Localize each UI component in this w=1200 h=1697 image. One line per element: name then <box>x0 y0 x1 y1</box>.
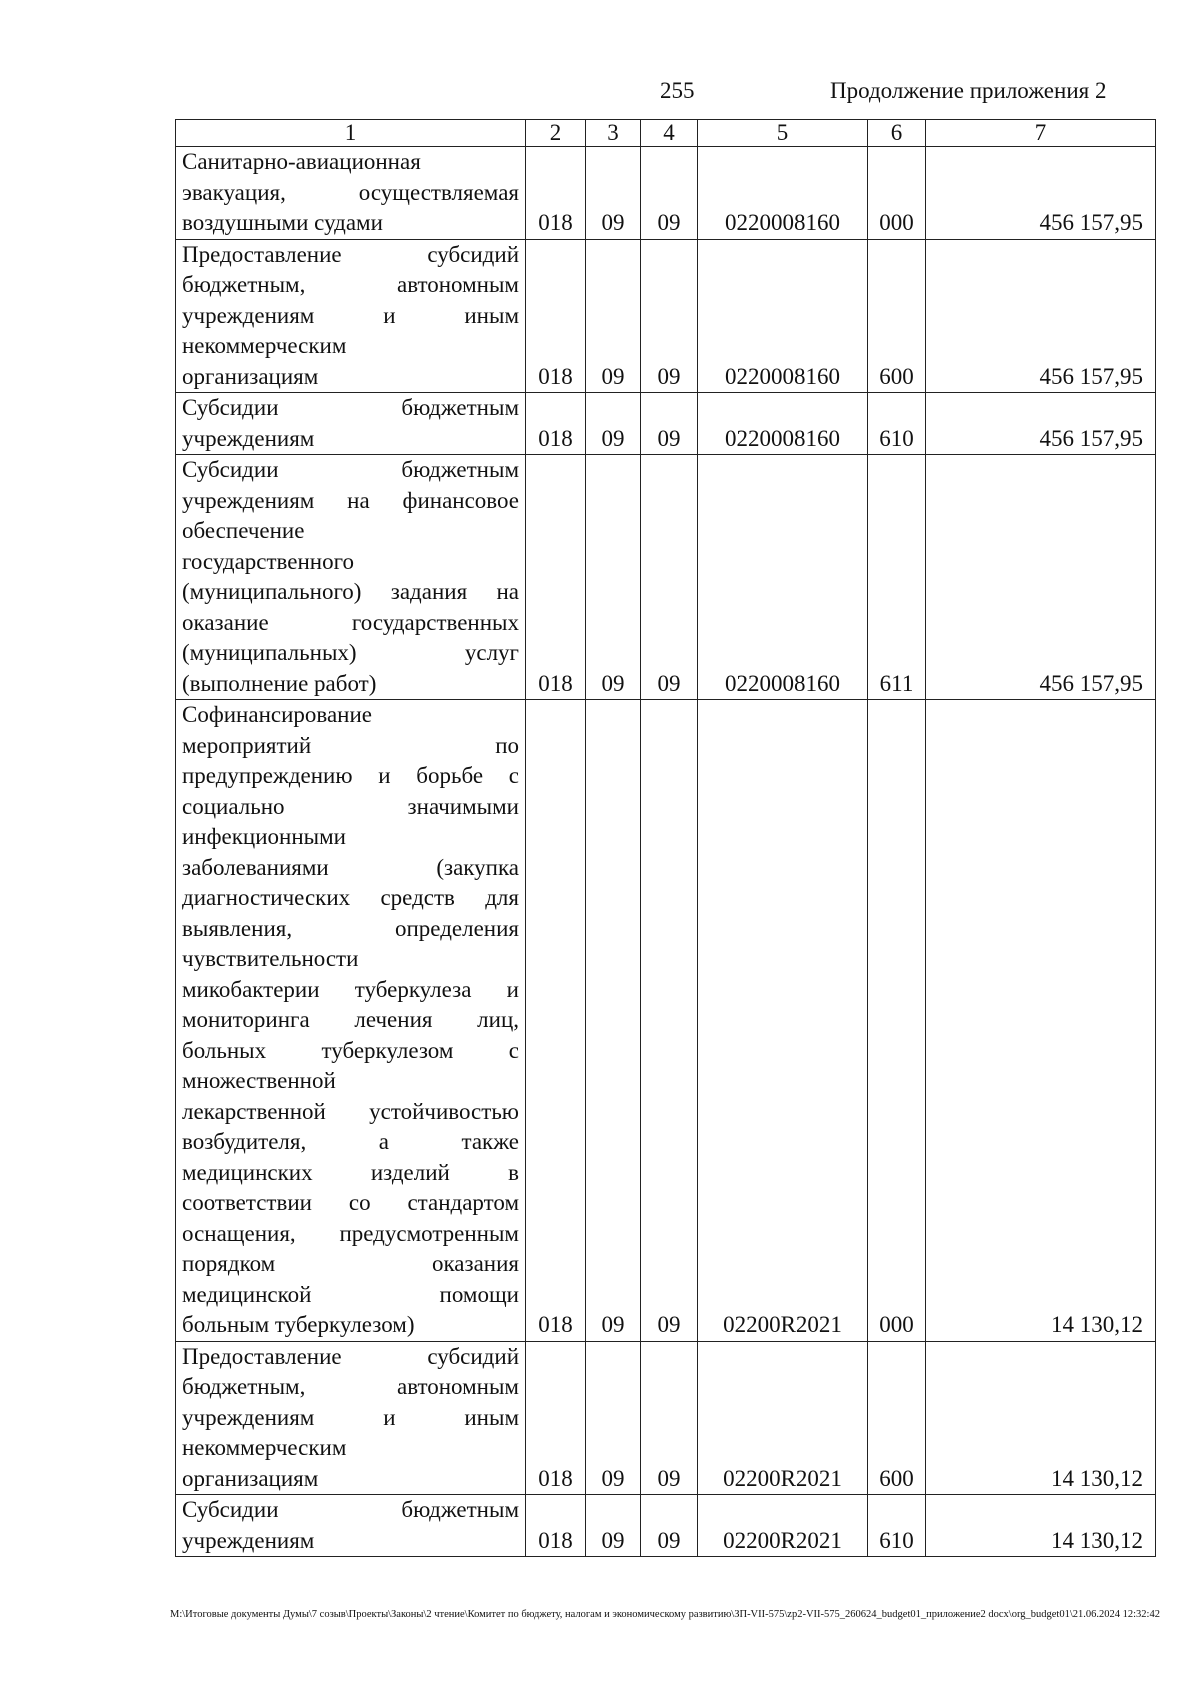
description-line: инфекционными <box>182 824 346 849</box>
table-row <box>176 700 1156 1342</box>
description-line: заболеваниями (закупка <box>182 854 519 880</box>
description-line: социально значимыми <box>182 793 519 819</box>
description-line: (муниципального) задания на <box>182 579 519 604</box>
table-row <box>176 393 1156 455</box>
description-line: соответствии со стандартом <box>182 1190 519 1215</box>
description-line: некоммерческим <box>182 333 347 358</box>
target-article-code: 0220008160 <box>698 147 868 240</box>
page-number: 255 <box>660 78 695 103</box>
ministry-code: 018 <box>526 700 586 1342</box>
subsection-code: 09 <box>641 147 698 240</box>
table-row <box>176 147 1156 240</box>
continuation-title: Продолжение приложения 2 <box>830 78 1107 103</box>
description-line: мероприятий по <box>182 732 519 758</box>
description-line: учреждениям и иным <box>182 302 519 328</box>
ministry-code: 018 <box>526 455 586 700</box>
amount: 456 157,95 <box>926 147 1156 240</box>
section-code: 09 <box>586 393 641 455</box>
description-line: возбудителя, а также <box>182 1129 519 1154</box>
column-header: 6 <box>868 120 926 147</box>
expense-type-code: 600 <box>868 1341 926 1495</box>
column-header: 1 <box>176 120 526 147</box>
description-line: медицинской помощи <box>182 1281 519 1307</box>
description-line: чувствительности <box>182 946 359 971</box>
ministry-code: 018 <box>526 1495 586 1557</box>
description-line: воздушными судами <box>182 210 383 235</box>
target-article-code: 02200R2021 <box>698 1341 868 1495</box>
description-line: мониторинга лечения лиц, <box>182 1007 519 1032</box>
table-row <box>176 455 1156 700</box>
amount: 14 130,12 <box>926 700 1156 1342</box>
description-line: Предоставление субсидий <box>182 1343 519 1369</box>
target-article-code: 0220008160 <box>698 239 868 393</box>
description-line: учреждениям <box>182 1527 315 1553</box>
ministry-code: 018 <box>526 239 586 393</box>
description-line: бюджетным, автономным <box>182 1374 519 1399</box>
description-line: предупреждению и борьбе с <box>182 763 519 788</box>
expense-type-code: 611 <box>868 455 926 700</box>
column-header: 5 <box>698 120 868 147</box>
target-article-code: 02200R2021 <box>698 700 868 1342</box>
target-article-code: 02200R2021 <box>698 1495 868 1557</box>
section-code: 09 <box>586 1495 641 1557</box>
expense-type-code: 610 <box>868 1495 926 1557</box>
description-line: больных туберкулезом с <box>182 1037 519 1063</box>
description-line: учреждениям и иным <box>182 1404 519 1430</box>
column-header: 2 <box>526 120 586 147</box>
amount: 456 157,95 <box>926 455 1156 700</box>
table-header-row <box>176 120 1156 147</box>
description-line: порядком оказания <box>182 1251 519 1276</box>
amount: 456 157,95 <box>926 393 1156 455</box>
description-line: лекарственной устойчивостью <box>182 1098 519 1124</box>
description-line: Субсидии бюджетным <box>182 395 519 420</box>
table-row <box>176 1341 1156 1495</box>
target-article-code: 0220008160 <box>698 455 868 700</box>
description-line: Предоставление субсидий <box>182 241 519 267</box>
description-line: организациям <box>182 1465 319 1491</box>
subsection-code: 09 <box>641 455 698 700</box>
description-line: некоммерческим <box>182 1435 347 1460</box>
section-code: 09 <box>586 147 641 240</box>
description-line: больным туберкулезом) <box>182 1312 415 1337</box>
subsection-code: 09 <box>641 1341 698 1495</box>
row-description <box>176 1495 526 1557</box>
section-code: 09 <box>586 700 641 1342</box>
table-row <box>176 239 1156 393</box>
row-description <box>176 1341 526 1495</box>
column-header: 4 <box>641 120 698 147</box>
description-line: диагностических средств для <box>182 885 519 910</box>
amount: 456 157,95 <box>926 239 1156 393</box>
section-code: 09 <box>586 455 641 700</box>
ministry-code: 018 <box>526 147 586 240</box>
row-description <box>176 455 526 700</box>
description-line: оказание государственных <box>182 609 519 635</box>
description-line: организациям <box>182 363 319 389</box>
expense-type-code: 000 <box>868 147 926 240</box>
amount: 14 130,12 <box>926 1495 1156 1557</box>
ministry-code: 018 <box>526 393 586 455</box>
row-description <box>176 147 526 240</box>
row-description <box>176 700 526 1342</box>
description-line: обеспечение <box>182 518 305 543</box>
description-line: оснащения, предусмотренным <box>182 1220 519 1246</box>
description-line: бюджетным, автономным <box>182 272 519 297</box>
description-line: (муниципальных) услуг <box>182 640 519 665</box>
amount: 14 130,12 <box>926 1341 1156 1495</box>
column-header: 3 <box>586 120 641 147</box>
description-line: учреждениям на финансовое <box>182 487 519 513</box>
description-line: медицинских изделий в <box>182 1159 519 1185</box>
description-line: Софинансирование <box>182 702 372 727</box>
section-code: 09 <box>586 239 641 393</box>
expense-type-code: 000 <box>868 700 926 1342</box>
description-line: государственного <box>182 548 354 574</box>
description-line: Субсидии бюджетным <box>182 457 519 482</box>
expense-type-code: 610 <box>868 393 926 455</box>
description-line: выявления, определения <box>182 915 519 941</box>
section-code: 09 <box>586 1341 641 1495</box>
target-article-code: 0220008160 <box>698 393 868 455</box>
file-path-footer: M:\Итоговые документы Думы\7 созыв\Проекты\Законы\2 чтение\Комитет по бюджету, налогам и экономическому развитию\ЗП-VII-575\zp2-VII-575_260624_budget01_приложение2 docx\org_budget01\21.06.2024 12:32:42 <box>170 1609 1160 1620</box>
subsection-code: 09 <box>641 393 698 455</box>
column-header: 7 <box>926 120 1156 147</box>
description-line: Санитарно-авиационная <box>182 149 421 174</box>
budget-table <box>175 119 1156 1557</box>
ministry-code: 018 <box>526 1341 586 1495</box>
description-line: учреждениям <box>182 425 315 451</box>
description-line: (выполнение работ) <box>182 670 377 696</box>
row-description <box>176 239 526 393</box>
subsection-code: 09 <box>641 1495 698 1557</box>
description-line: множественной <box>182 1068 336 1093</box>
table-row <box>176 1495 1156 1557</box>
description-line: микобактерии туберкулеза и <box>182 976 519 1002</box>
expense-type-code: 600 <box>868 239 926 393</box>
description-line: Субсидии бюджетным <box>182 1497 519 1522</box>
subsection-code: 09 <box>641 700 698 1342</box>
description-line: эвакуация, осуществляемая <box>182 179 519 205</box>
subsection-code: 09 <box>641 239 698 393</box>
row-description <box>176 393 526 455</box>
